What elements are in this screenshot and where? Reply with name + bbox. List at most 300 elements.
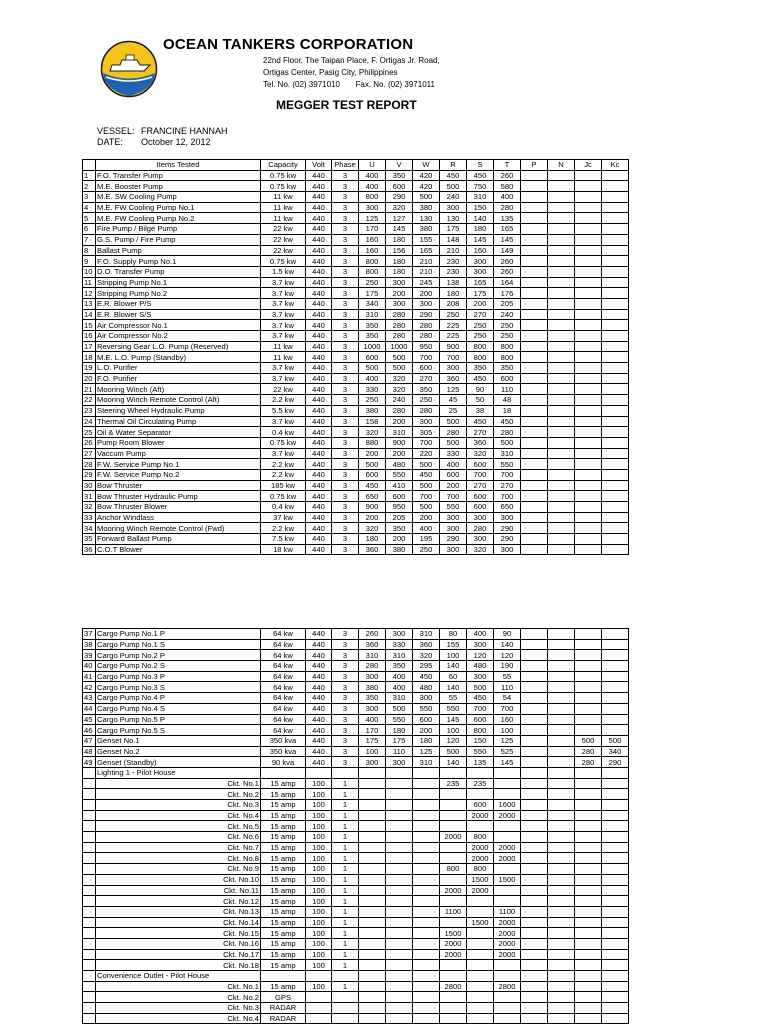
cell-v: 1000 (386, 341, 413, 352)
cell-r (440, 810, 467, 821)
cell-jc (575, 170, 602, 181)
cell-n (548, 938, 575, 949)
cell-u: 260 (359, 629, 386, 640)
cell-item: Cargo Pump No.3 P (96, 671, 261, 682)
cell-t: 700 (494, 491, 521, 502)
table-row (83, 234, 629, 245)
cell-phase: 3 (332, 735, 359, 746)
cell-w: 700 (413, 352, 440, 363)
cell-jc (575, 256, 602, 267)
table-row (83, 405, 629, 416)
cell-kc (602, 427, 629, 438)
table-row (83, 714, 629, 725)
cell-u: 350 (359, 331, 386, 342)
cell-u (359, 864, 386, 875)
cell-s: 235 (467, 778, 494, 789)
cell-s: 320 (467, 448, 494, 459)
cell-s: 400 (467, 629, 494, 640)
cell-kc: 340 (602, 746, 629, 757)
cell-r: 225 (440, 320, 467, 331)
cell-jc (575, 288, 602, 299)
cell-phase: 1 (332, 842, 359, 853)
cell-s: 165 (467, 277, 494, 288)
cell-number (83, 853, 96, 864)
cell-u (359, 896, 386, 907)
cell-jc (575, 181, 602, 192)
cell-kc (602, 928, 629, 939)
cell-n (548, 363, 575, 374)
cell-volt: 440 (306, 502, 332, 513)
cell-phase: 3 (332, 363, 359, 374)
table-row (83, 181, 629, 192)
cell-n (548, 480, 575, 491)
cell-t: 165 (494, 224, 521, 235)
cell-r (440, 917, 467, 928)
cell-r: 500 (440, 746, 467, 757)
cell-p (521, 725, 548, 736)
cell-t: 250 (494, 320, 521, 331)
cell-kc (602, 896, 629, 907)
cell-p (521, 192, 548, 203)
header-u: U (359, 160, 386, 171)
cell-phase: 3 (332, 256, 359, 267)
cell-phase: 3 (332, 661, 359, 672)
cell-w: 550 (413, 703, 440, 714)
cell-t: 300 (494, 512, 521, 523)
cell-volt: 440 (306, 170, 332, 181)
cell-n (548, 949, 575, 960)
cell-phase: 3 (332, 437, 359, 448)
table-row (83, 469, 629, 480)
cell-s (467, 821, 494, 832)
cell-u: 310 (359, 650, 386, 661)
cell-item: Genset (Standby) (96, 757, 261, 768)
cell-capacity: 11 kw (261, 192, 306, 203)
cell-kc (602, 832, 629, 843)
cell-t: 290 (494, 534, 521, 545)
cell-s: 300 (467, 671, 494, 682)
cell-item: Genset No.1 (96, 735, 261, 746)
cell-n (548, 928, 575, 939)
cell-p (521, 352, 548, 363)
cell-s: 350 (467, 363, 494, 374)
table-row (83, 949, 629, 960)
cell-r: 2000 (440, 832, 467, 843)
cell-p (521, 821, 548, 832)
cell-s: 480 (467, 661, 494, 672)
cell-w: 280 (413, 320, 440, 331)
cell-item: Air Compressor No.2 (96, 331, 261, 342)
cell-p (521, 277, 548, 288)
cell-w: 310 (413, 629, 440, 640)
cell-capacity: 3.7 kw (261, 331, 306, 342)
cell-jc (575, 534, 602, 545)
cell-u: 650 (359, 491, 386, 502)
cell-r: 45 (440, 395, 467, 406)
table-row (83, 459, 629, 470)
cell-kc (602, 810, 629, 821)
table-row (83, 629, 629, 640)
cell-kc (602, 682, 629, 693)
cell-n (548, 256, 575, 267)
cell-s: 800 (467, 832, 494, 843)
cell-t: 350 (494, 363, 521, 374)
cell-jc (575, 266, 602, 277)
cell-jc (575, 693, 602, 704)
table-row (83, 480, 629, 491)
table-row (83, 661, 629, 672)
cell-n (548, 534, 575, 545)
cell-item: Ckt. No.14 (96, 917, 261, 928)
table-row (83, 384, 629, 395)
cell-p (521, 309, 548, 320)
cell-s: 360 (467, 437, 494, 448)
cell-number: 7 (83, 234, 96, 245)
cell-item: Ckt. No.5 (96, 821, 261, 832)
cell-t (494, 971, 521, 982)
cell-jc (575, 896, 602, 907)
cell-p (521, 288, 548, 299)
cell-u: 400 (359, 170, 386, 181)
cell-u: 380 (359, 682, 386, 693)
cell-u: 170 (359, 224, 386, 235)
cell-volt (306, 1013, 332, 1024)
cell-volt: 100 (306, 800, 332, 811)
cell-kc (602, 650, 629, 661)
cell-jc (575, 298, 602, 309)
cell-s: 300 (467, 534, 494, 545)
cell-jc (575, 981, 602, 992)
cell-r (440, 789, 467, 800)
cell-u: 250 (359, 277, 386, 288)
cell-w: 500 (413, 502, 440, 513)
cell-number: 47 (83, 735, 96, 746)
cell-volt: 440 (306, 629, 332, 640)
cell-w: 220 (413, 448, 440, 459)
cell-kc (602, 629, 629, 640)
cell-u: 100 (359, 746, 386, 757)
cell-r: 1100 (440, 906, 467, 917)
cell-phase: 1 (332, 800, 359, 811)
cell-s: 1500 (467, 917, 494, 928)
cell-u: 400 (359, 181, 386, 192)
cell-w (413, 971, 440, 982)
table-row (83, 363, 629, 374)
cell-v: 240 (386, 395, 413, 406)
cell-p (521, 629, 548, 640)
cell-p (521, 448, 548, 459)
cell-v: 410 (386, 480, 413, 491)
megger-table-1 (82, 159, 629, 555)
table-row (83, 746, 629, 757)
cell-item: M.E. FW Cooling Pump No.2 (96, 213, 261, 224)
vessel-line (97, 126, 228, 136)
table-row (83, 981, 629, 992)
cell-p (521, 395, 548, 406)
cell-jc: 280 (575, 746, 602, 757)
cell-phase: 3 (332, 448, 359, 459)
cell-item: M.E. SW Cooling Pump (96, 192, 261, 203)
cell-v: 600 (386, 181, 413, 192)
cell-phase: 3 (332, 693, 359, 704)
cell-w (413, 789, 440, 800)
cell-s (467, 928, 494, 939)
cell-r: 550 (440, 703, 467, 714)
cell-v: 400 (386, 682, 413, 693)
cell-volt: 440 (306, 714, 332, 725)
cell-t: 450 (494, 416, 521, 427)
cell-u: 360 (359, 544, 386, 555)
cell-number: 45 (83, 714, 96, 725)
cell-s: 600 (467, 459, 494, 470)
cell-number (83, 810, 96, 821)
table-row (83, 309, 629, 320)
cell-v: 175 (386, 735, 413, 746)
cell-number: 17 (83, 341, 96, 352)
cell-capacity: 0.75 kw (261, 181, 306, 192)
cell-t: 700 (494, 703, 521, 714)
cell-capacity: 3.7 kw (261, 416, 306, 427)
cell-u: 180 (359, 534, 386, 545)
cell-p (521, 469, 548, 480)
cell-v (386, 938, 413, 949)
cell-jc (575, 789, 602, 800)
cell-capacity: 15 amp (261, 981, 306, 992)
cell-r (440, 874, 467, 885)
cell-t: 280 (494, 427, 521, 438)
cell-item: Thermal Oil Circulating Pump (96, 416, 261, 427)
table-row (83, 256, 629, 267)
cell-volt (306, 971, 332, 982)
cell-t: 300 (494, 544, 521, 555)
header-kc: Kc (602, 160, 629, 171)
cell-s: 120 (467, 650, 494, 661)
cell-t: 164 (494, 277, 521, 288)
cell-s: 450 (467, 693, 494, 704)
cell-t: 54 (494, 693, 521, 704)
table-row (83, 810, 629, 821)
cell-n (548, 512, 575, 523)
cell-number: 37 (83, 629, 96, 640)
cell-volt: 440 (306, 703, 332, 714)
cell-volt: 440 (306, 682, 332, 693)
cell-u: 350 (359, 693, 386, 704)
cell-t: 260 (494, 170, 521, 181)
cell-phase: 3 (332, 373, 359, 384)
cell-s: 320 (467, 544, 494, 555)
cell-kc (602, 693, 629, 704)
cell-p (521, 746, 548, 757)
cell-r: 55 (440, 693, 467, 704)
cell-w: 155 (413, 234, 440, 245)
cell-jc (575, 874, 602, 885)
cell-n (548, 416, 575, 427)
cell-t: 2000 (494, 842, 521, 853)
cell-w: 130 (413, 213, 440, 224)
cell-item: Bow Thruster Hydraulic Pump (96, 491, 261, 502)
cell-r: 450 (440, 170, 467, 181)
cell-number (83, 992, 96, 1003)
cell-capacity: 64 kw (261, 671, 306, 682)
cell-n (548, 703, 575, 714)
cell-t: 190 (494, 661, 521, 672)
cell-phase: 1 (332, 789, 359, 800)
cell-item: Lighting 1 - Pilot House (96, 767, 261, 778)
cell-s: 700 (467, 703, 494, 714)
cell-u (359, 960, 386, 971)
cell-phase: 3 (332, 629, 359, 640)
cell-t: 650 (494, 502, 521, 513)
header-p: P (521, 160, 548, 171)
cell-kc (602, 885, 629, 896)
cell-s: 450 (467, 170, 494, 181)
cell-r: 250 (440, 309, 467, 320)
cell-w: 700 (413, 491, 440, 502)
cell-phase: 3 (332, 544, 359, 555)
cell-t: 500 (494, 437, 521, 448)
cell-s: 90 (467, 384, 494, 395)
table-row (83, 213, 629, 224)
cell-v: 320 (386, 373, 413, 384)
table-row (83, 832, 629, 843)
table-row (83, 725, 629, 736)
cell-number: 33 (83, 512, 96, 523)
company-contact (263, 79, 435, 91)
cell-capacity: 90 kva (261, 757, 306, 768)
cell-phase: 1 (332, 853, 359, 864)
cell-volt: 100 (306, 960, 332, 971)
cell-kc (602, 512, 629, 523)
cell-v (386, 778, 413, 789)
cell-kc (602, 639, 629, 650)
cell-jc (575, 245, 602, 256)
cell-phase: 3 (332, 288, 359, 299)
cell-v: 400 (386, 671, 413, 682)
cell-item: Mooring Winch Remote Control (Aft) (96, 395, 261, 406)
cell-capacity: 22 kw (261, 245, 306, 256)
cell-s: 150 (467, 735, 494, 746)
cell-n (548, 1003, 575, 1014)
cell-v: 300 (386, 298, 413, 309)
cell-s: 2000 (467, 885, 494, 896)
table-row (83, 512, 629, 523)
cell-n (548, 213, 575, 224)
header-s: S (467, 160, 494, 171)
cell-jc (575, 800, 602, 811)
cell-r: 1500 (440, 928, 467, 939)
cell-s: 50 (467, 395, 494, 406)
cell-number: 1 (83, 170, 96, 181)
cell-number: 22 (83, 395, 96, 406)
cell-capacity: 15 amp (261, 810, 306, 821)
cell-jc (575, 234, 602, 245)
cell-number: 5 (83, 213, 96, 224)
cell-phase: 3 (332, 469, 359, 480)
cell-number (83, 789, 96, 800)
cell-w: 500 (413, 192, 440, 203)
cell-item: Mooring Winch (Aft) (96, 384, 261, 395)
cell-capacity: 15 amp (261, 885, 306, 896)
cell-volt: 440 (306, 373, 332, 384)
cell-kc (602, 416, 629, 427)
cell-volt: 440 (306, 746, 332, 757)
cell-n (548, 842, 575, 853)
cell-item: Reversing Gear L.O. Pump (Reserved) (96, 341, 261, 352)
cell-t (494, 864, 521, 875)
cell-u (359, 971, 386, 982)
cell-number: 13 (83, 298, 96, 309)
cell-r: 100 (440, 725, 467, 736)
cell-t (494, 821, 521, 832)
cell-item: Ckt. No.13 (96, 906, 261, 917)
cell-v: 300 (386, 629, 413, 640)
cell-n (548, 874, 575, 885)
cell-w: 380 (413, 224, 440, 235)
cell-v: 200 (386, 448, 413, 459)
cell-s: 550 (467, 746, 494, 757)
cell-s: 800 (467, 725, 494, 736)
cell-number: 38 (83, 639, 96, 650)
cell-jc (575, 971, 602, 982)
cell-capacity: 3.7 kw (261, 448, 306, 459)
cell-jc (575, 544, 602, 555)
cell-item: G.S. Pump / Fire Pump (96, 234, 261, 245)
cell-s (467, 981, 494, 992)
cell-n (548, 629, 575, 640)
cell-capacity: 64 kw (261, 639, 306, 650)
cell-t: 135 (494, 213, 521, 224)
cell-n (548, 395, 575, 406)
cell-s: 270 (467, 480, 494, 491)
cell-n (548, 981, 575, 992)
cell-w: 250 (413, 544, 440, 555)
cell-item: Mooring Winch Remote Control (Fwd) (96, 523, 261, 534)
cell-n (548, 864, 575, 875)
company-address-line2: Ortigas Center, Pasig City, Philippines (263, 68, 398, 77)
cell-kc (602, 544, 629, 555)
cell-capacity: 64 kw (261, 661, 306, 672)
cell-number: 16 (83, 331, 96, 342)
company-name: OCEAN TANKERS CORPORATION (163, 36, 414, 53)
cell-v (386, 981, 413, 992)
cell-capacity: RADAR (261, 1003, 306, 1014)
cell-volt: 100 (306, 864, 332, 875)
cell-phase: 1 (332, 960, 359, 971)
cell-item: Cargo Pump No.4 P (96, 693, 261, 704)
cell-s (467, 960, 494, 971)
cell-jc (575, 992, 602, 1003)
cell-r (440, 842, 467, 853)
cell-r: 130 (440, 213, 467, 224)
cell-capacity: 15 amp (261, 917, 306, 928)
cell-p (521, 202, 548, 213)
cell-t (494, 778, 521, 789)
cell-s: 500 (467, 682, 494, 693)
cell-p (521, 213, 548, 224)
cell-volt: 440 (306, 331, 332, 342)
cell-number (83, 885, 96, 896)
cell-kc (602, 266, 629, 277)
cell-r: 140 (440, 661, 467, 672)
cell-v: 380 (386, 544, 413, 555)
cell-p (521, 661, 548, 672)
cell-r: 138 (440, 277, 467, 288)
cell-n (548, 917, 575, 928)
cell-u (359, 810, 386, 821)
cell-s: 250 (467, 331, 494, 342)
cell-w (413, 800, 440, 811)
cell-kc (602, 288, 629, 299)
